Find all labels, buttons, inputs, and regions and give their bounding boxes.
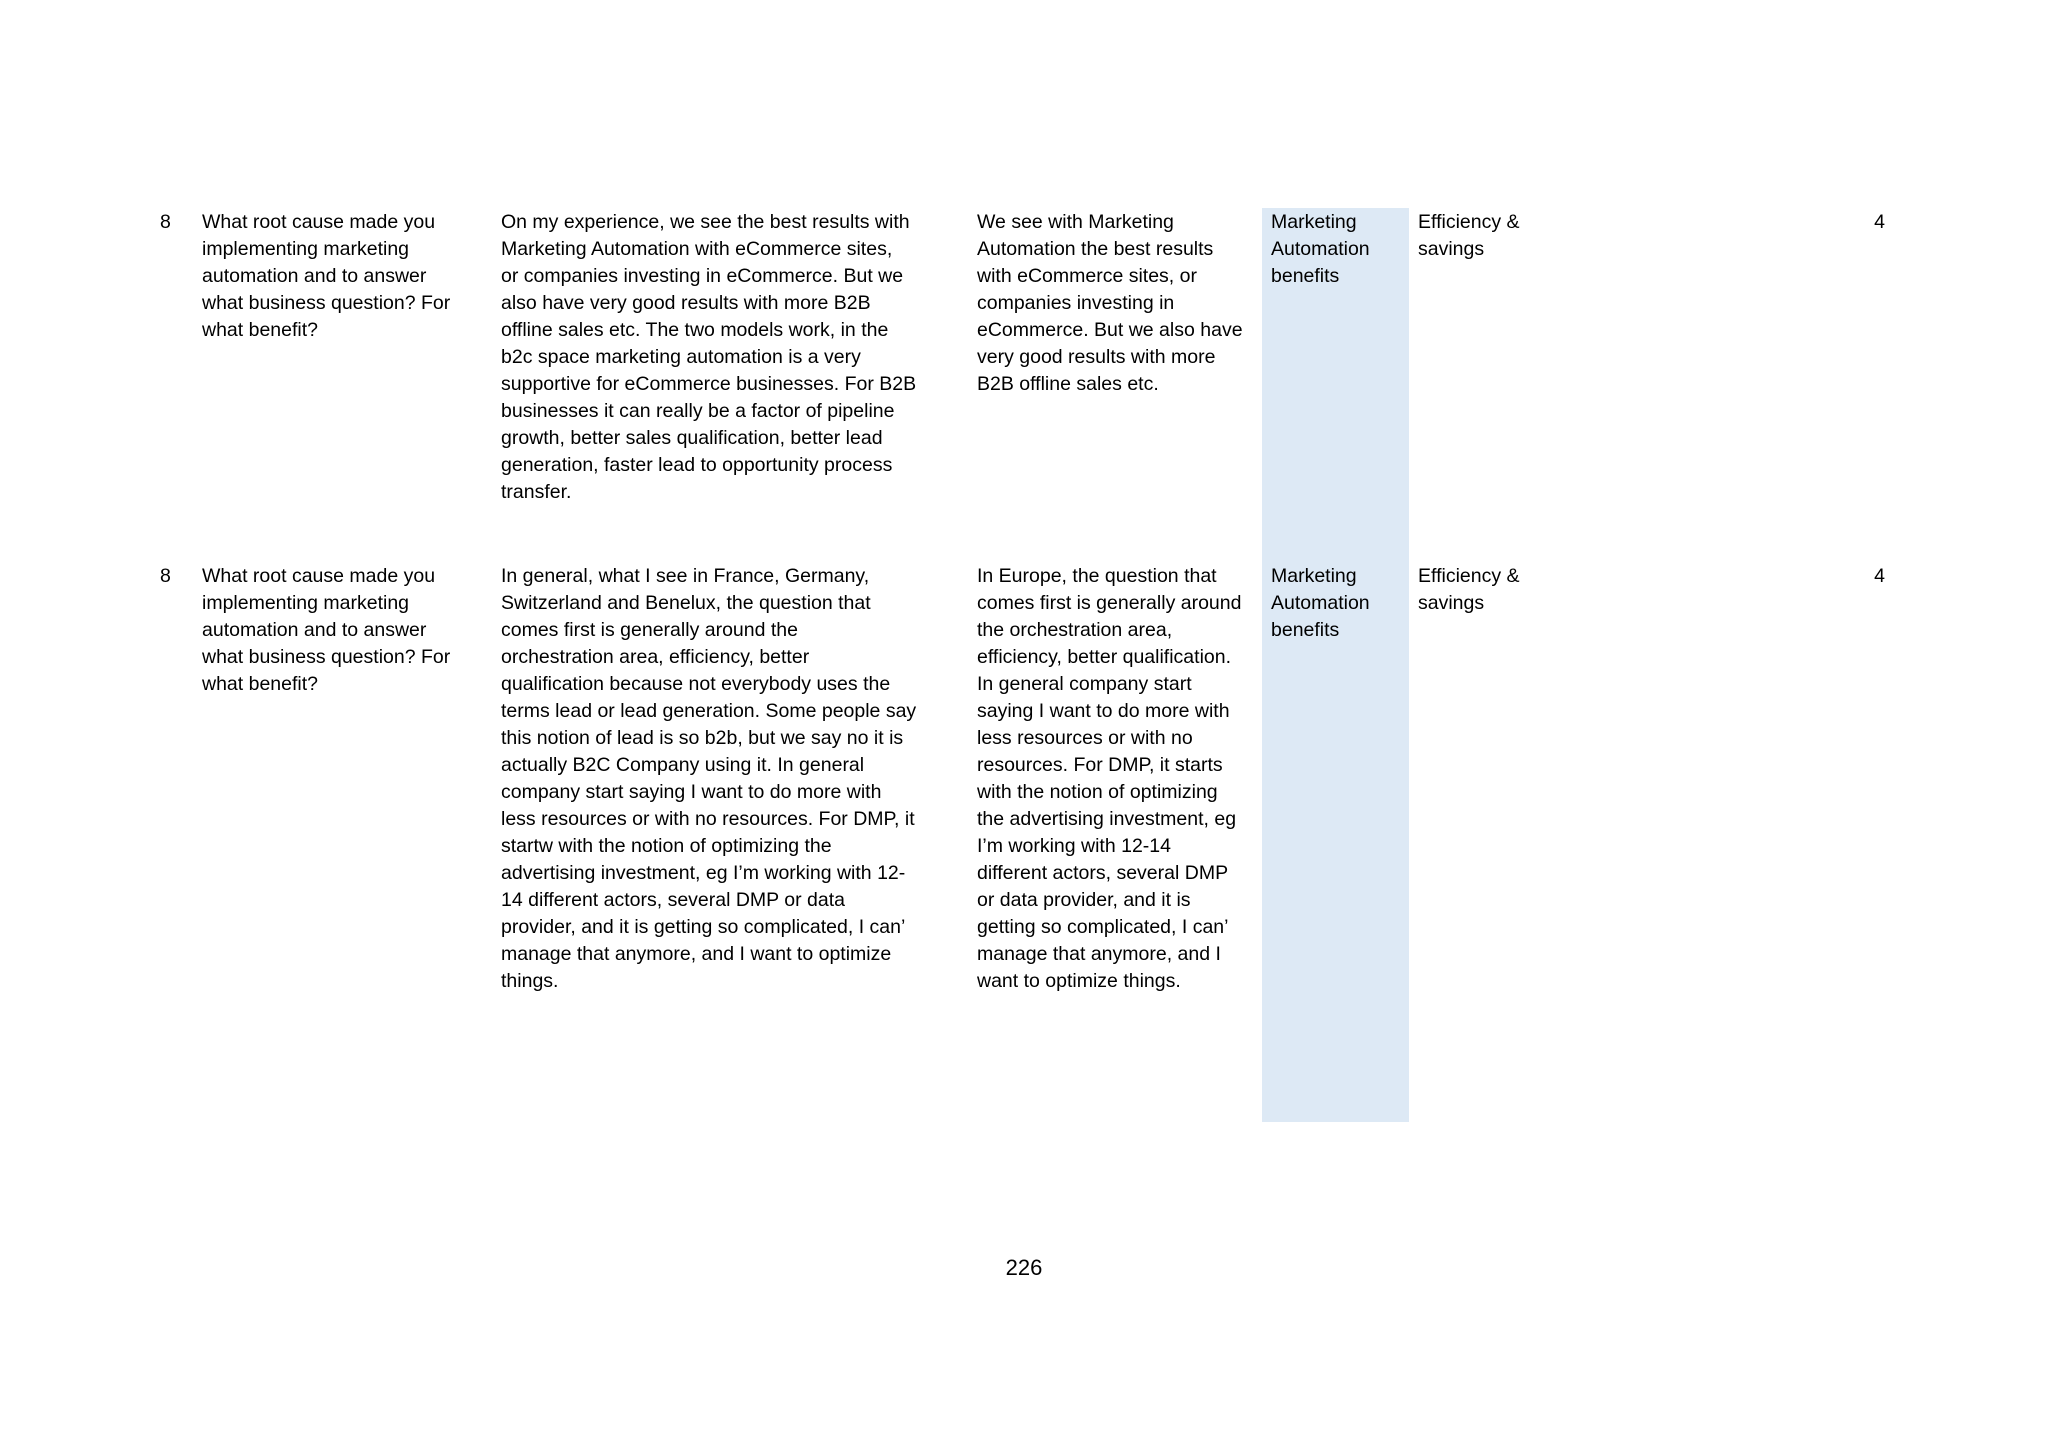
category-label: Efficiency & savings	[1418, 211, 1520, 260]
interview-answer: In general, what I see in France, Germany, Switzerland and Benelux, the question that comes first is generally around the orchestration area, efficiency, better qualification because not everybody uses the terms lead or lead generation. Some people say this notion of lead is so b2b, but we say no it is actually B2C Company using it. In general company start saying I want to do more with less resources or with no resources. For DMP, it startw with the notion of optimizing the advertising investment, eg I’m working with 12- 14 different actors, several DMP or data provider, and it is getting so complicated, I can’ manage that anymore, and I want to optimize things.	[501, 565, 917, 992]
code-label: Marketing Automation benefits	[1271, 211, 1370, 287]
interview-answer: On my experience, we see the best results with Marketing Automation with eCommerce sites, or companies investing in eCommerce. But we also have very good results with more B2B offline sales etc. The two models work, in the b2c space marketing automation is a very supportive for eCommerce businesses. For B2B businesses it can really be a factor of pipeline growth, better sales qualification, better lead generation, faster lead to opportunity process transfer.	[501, 211, 917, 503]
answer-summary: In Europe, the question that comes first is generally around the orchestration area, efficiency, better qualification. In general company start saying I want to do more with less resources or with no resources. For DMP, it starts with the notion of optimizing the advertising investment, eg I’m working with 12-14 different actors, several DMP or data provider, and it is getting so complicated, I can’ manage that anymore, and I want to optimize things.	[977, 565, 1242, 992]
score-value: 4	[1874, 211, 1885, 233]
category-label: Efficiency & savings	[1418, 565, 1520, 614]
score-value: 4	[1874, 565, 1885, 587]
row-number: 8	[160, 211, 171, 233]
interview-question: What root cause made you implementing marketing automation and to answer what business question? For what benefit?	[202, 565, 451, 695]
answer-summary: We see with Marketing Automation the best results with eCommerce sites, or companies investing in eCommerce. But we also have very good results with more B2B offline sales etc.	[977, 211, 1243, 395]
page-number: 226	[1005, 1255, 1043, 1280]
code-column-shading	[1262, 208, 1409, 1122]
code-label: Marketing Automation benefits	[1271, 565, 1370, 641]
row-number: 8	[160, 565, 171, 587]
interview-question: What root cause made you implementing marketing automation and to answer what business question? For what benefit?	[202, 211, 451, 341]
